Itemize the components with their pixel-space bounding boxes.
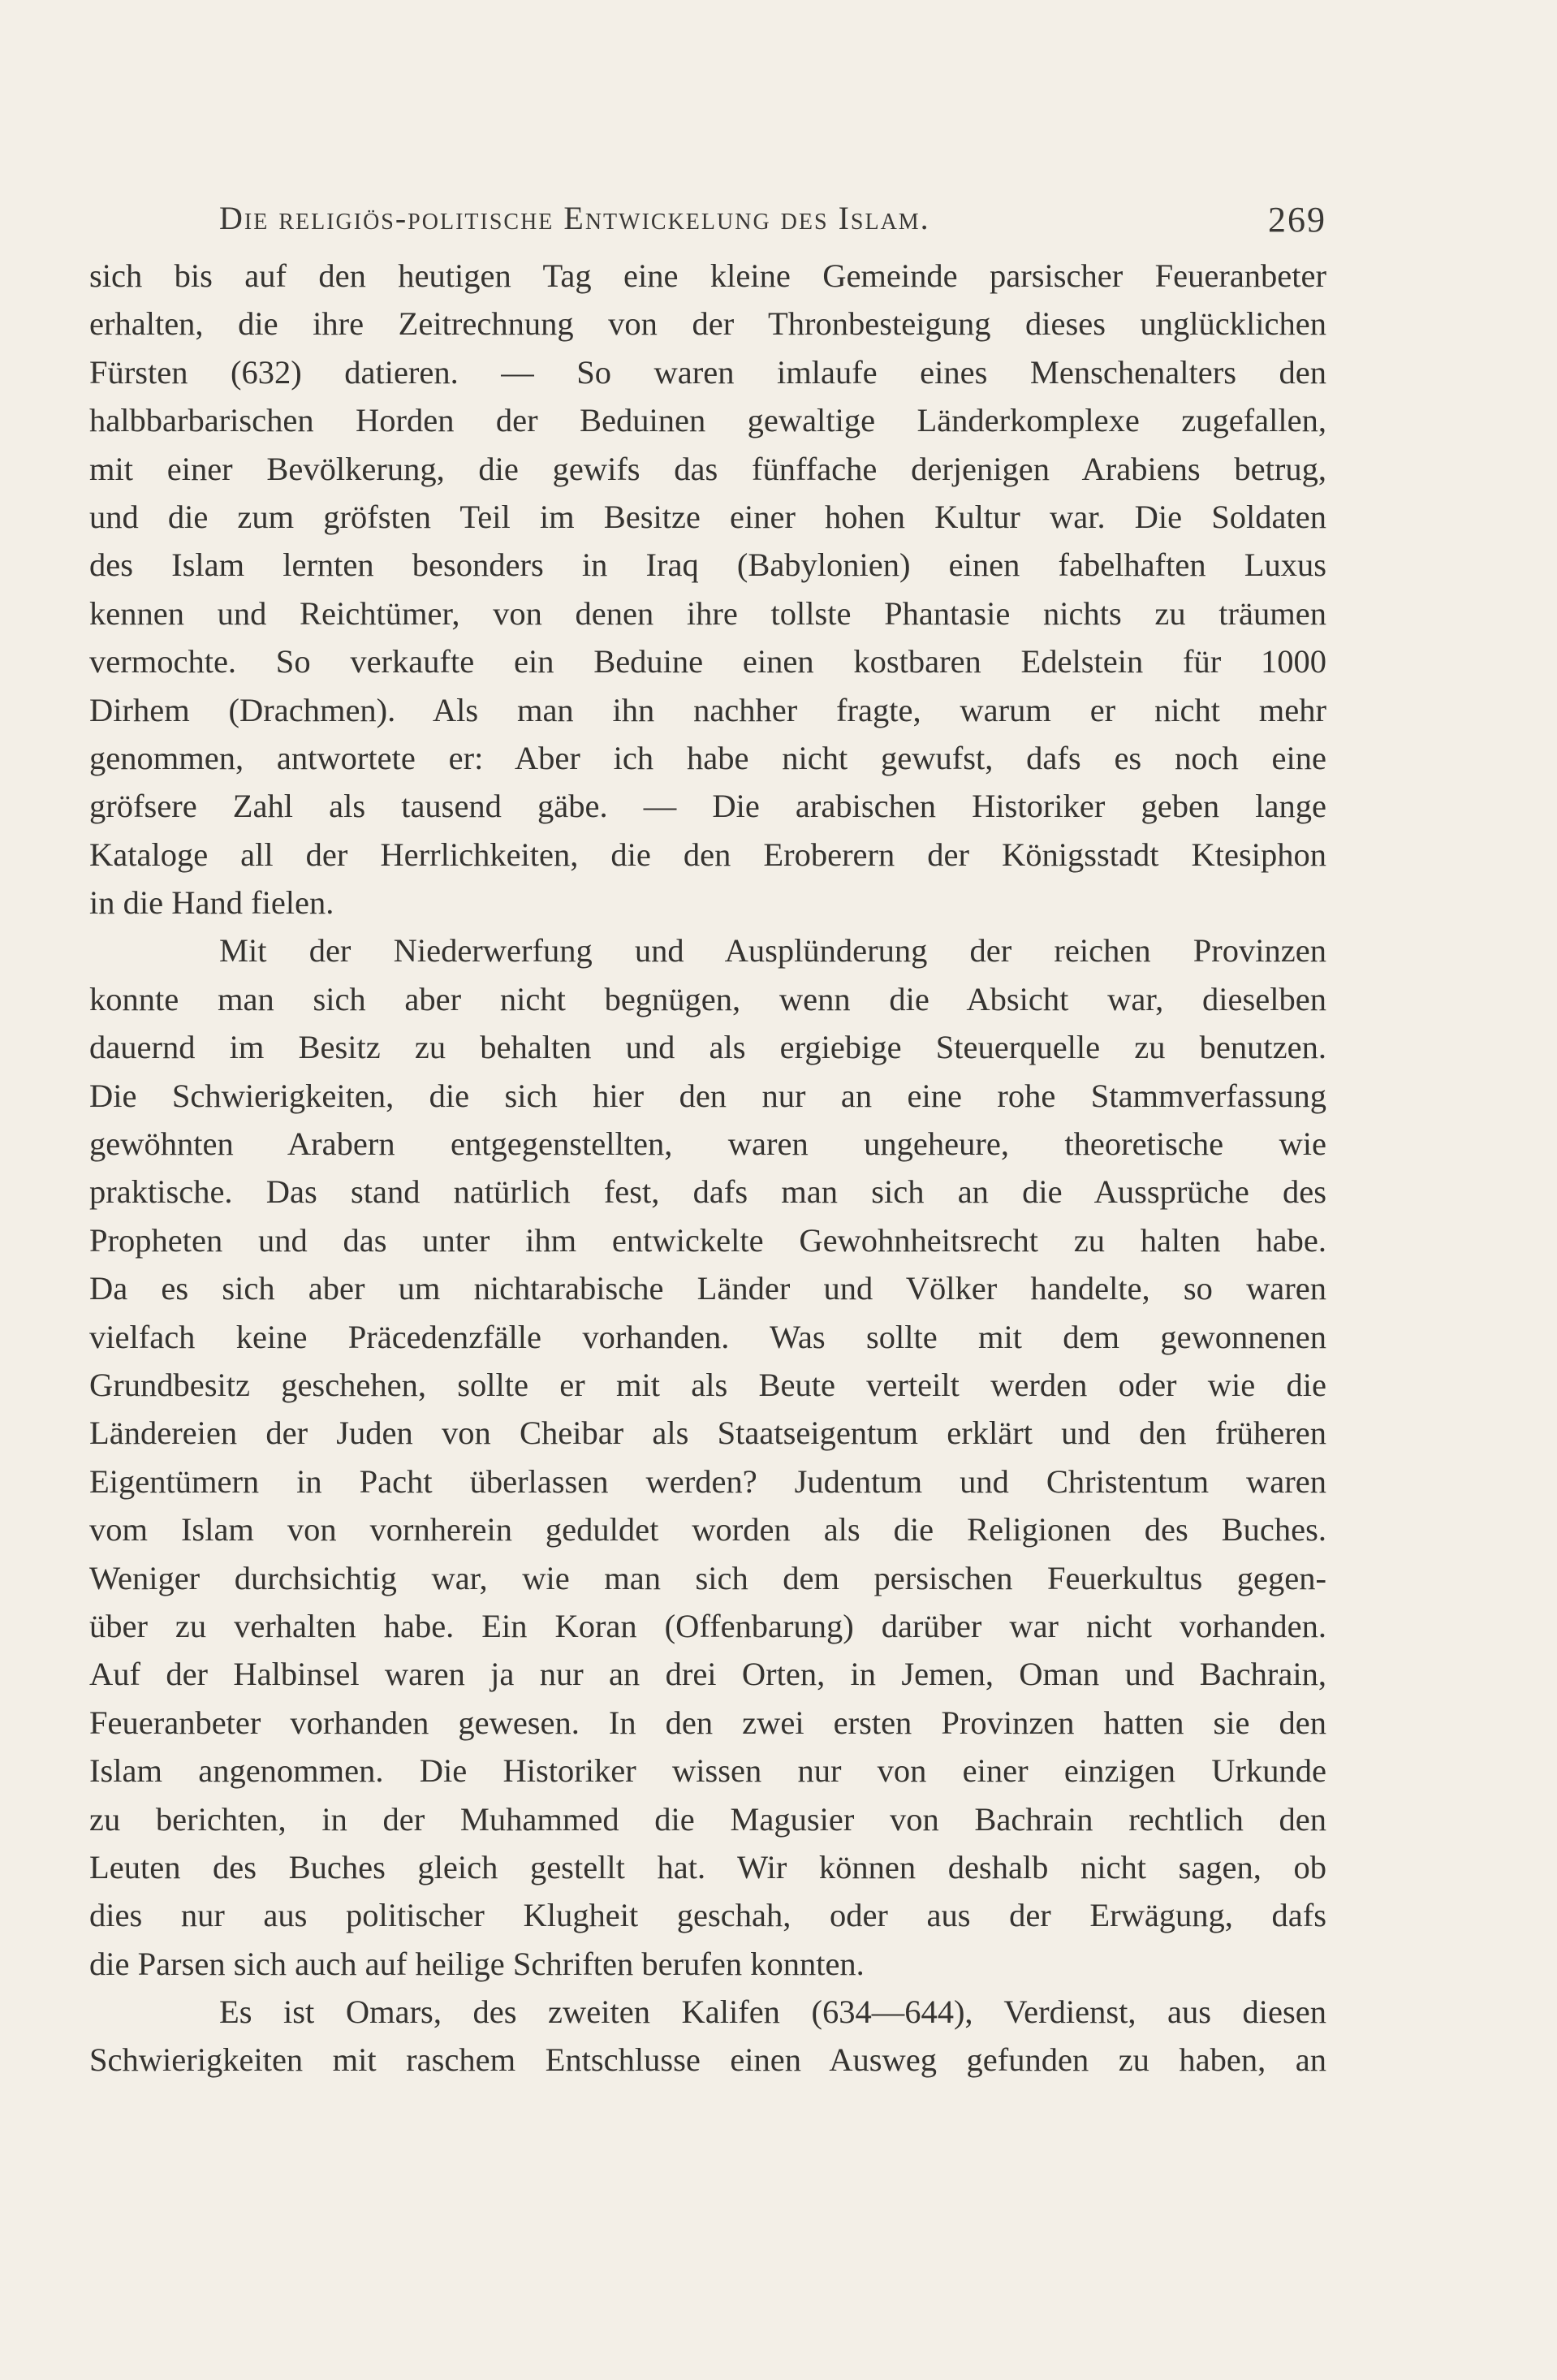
text-line: dauernd im Besitz zu behalten und als ergiebige Steuerquelle zu benutzen.	[89, 1029, 1326, 1066]
text-line: mit einer Bevölkerung, die gewifs das fünffache derjenigen Arabiens betrug,	[89, 450, 1326, 487]
text-line: Da es sich aber um nichtarabische Länder und Völker handelte, so waren	[89, 1270, 1326, 1307]
text-line: des Islam lernten besonders in Iraq (Babylonien) einen fabelhaften Luxus	[89, 546, 1326, 584]
text-line: genommen, antwortete er: Aber ich habe nicht gewufst, dafs es noch eine	[89, 739, 1326, 776]
text-line: Mit der Niederwerfung und Ausplünderung der reichen Provinzen	[219, 932, 1326, 970]
text-line: Weniger durchsichtig war, wie man sich dem persischen Feuerkultus gegen-	[89, 1559, 1326, 1596]
text-line: vom Islam von vornherein geduldet worden als die Religionen des Buches.	[89, 1511, 1326, 1549]
running-head-title: Die religiös-politische Entwickelung des Islam.	[219, 200, 930, 236]
text-line: über zu verhalten habe. Ein Koran (Offenbarung) darüber war nicht vorhanden.	[89, 1607, 1326, 1644]
text-line: in die Hand fielen.	[89, 884, 334, 922]
text-line: praktische. Das stand natürlich fest, dafs man sich an die Aussprüche des	[89, 1173, 1326, 1211]
text-line: Propheten und das unter ihm entwickelte Gewohnheitsrecht zu halten habe.	[89, 1221, 1326, 1259]
text-line: Ländereien der Juden von Cheibar als Staatseigentum erklärt und den früheren	[89, 1415, 1326, 1452]
text-line: Islam angenommen. Die Historiker wissen nur von einer einzigen Urkunde	[89, 1752, 1326, 1790]
text-line: Schwierigkeiten mit raschem Entschlusse einen Ausweg gefunden zu haben, an	[89, 2041, 1326, 2079]
text-line: gröfsere Zahl als tausend gäbe. — Die arabischen Historiker geben lange	[89, 788, 1326, 825]
text-line: konnte man sich aber nicht begnügen, wenn die Absicht war, dieselben	[89, 980, 1326, 1017]
text-line: erhalten, die ihre Zeitrechnung von der Thronbesteigung dieses unglücklichen	[89, 305, 1326, 343]
text-line: zu berichten, in der Muhammed die Magusier von Bachrain rechtlich den	[89, 1800, 1326, 1838]
text-line: gewöhnten Arabern entgegenstellten, waren ungeheure, theoretische wie	[89, 1125, 1326, 1163]
text-line: sich bis auf den heutigen Tag eine kleine Gemeinde parsischer Feueranbeter	[89, 257, 1326, 294]
text-line: Eigentümern in Pacht überlassen werden? Judentum und Christentum waren	[89, 1462, 1326, 1500]
text-line: vermochte. So verkaufte ein Beduine einen kostbaren Edelstein für 1000	[89, 643, 1326, 680]
running-head	[219, 199, 1326, 248]
text-line: Es ist Omars, des zweiten Kalifen (634—644), Verdienst, aus diesen	[219, 1993, 1326, 2031]
text-line: und die zum gröfsten Teil im Besitze einer hohen Kultur war. Die Soldaten	[89, 498, 1326, 535]
text-line: Auf der Halbinsel waren ja nur an drei Orten, in Jemen, Oman und Bachrain,	[89, 1656, 1326, 1693]
body-text	[89, 252, 1326, 2084]
text-line: Fürsten (632) datieren. — So waren imlaufe eines Menschenalters den	[89, 353, 1326, 391]
text-line: kennen und Reichtümer, von denen ihre tollste Phantasie nichts zu träumen	[89, 594, 1326, 632]
text-line: Die Schwierigkeiten, die sich hier den nur an eine rohe Stammverfassung	[89, 1077, 1326, 1114]
text-line: Grundbesitz geschehen, sollte er mit als Beute verteilt werden oder wie die	[89, 1366, 1326, 1403]
text-line: vielfach keine Präcedenzfälle vorhanden. Was sollte mit dem gewonnenen	[89, 1318, 1326, 1355]
text-line: Feueranbeter vorhanden gewesen. In den zwei ersten Provinzen hatten sie den	[89, 1704, 1326, 1741]
text-line: Kataloge all der Herrlichkeiten, die den Eroberern der Königsstadt Ktesiphon	[89, 836, 1326, 873]
text-line: die Parsen sich auch auf heilige Schriften berufen konnten.	[89, 1945, 865, 1982]
text-line: dies nur aus politischer Klugheit geschah, oder aus der Erwägung, dafs	[89, 1897, 1326, 1934]
text-line: Leuten des Buches gleich gestellt hat. Wir können deshalb nicht sagen, ob	[89, 1848, 1326, 1885]
text-line: Dirhem (Drachmen). Als man ihn nachher fragte, warum er nicht mehr	[89, 691, 1326, 728]
text-line: halbbarbarischen Horden der Beduinen gewaltige Länderkomplexe zugefallen,	[89, 402, 1326, 439]
page-number: 269	[1268, 200, 1326, 240]
